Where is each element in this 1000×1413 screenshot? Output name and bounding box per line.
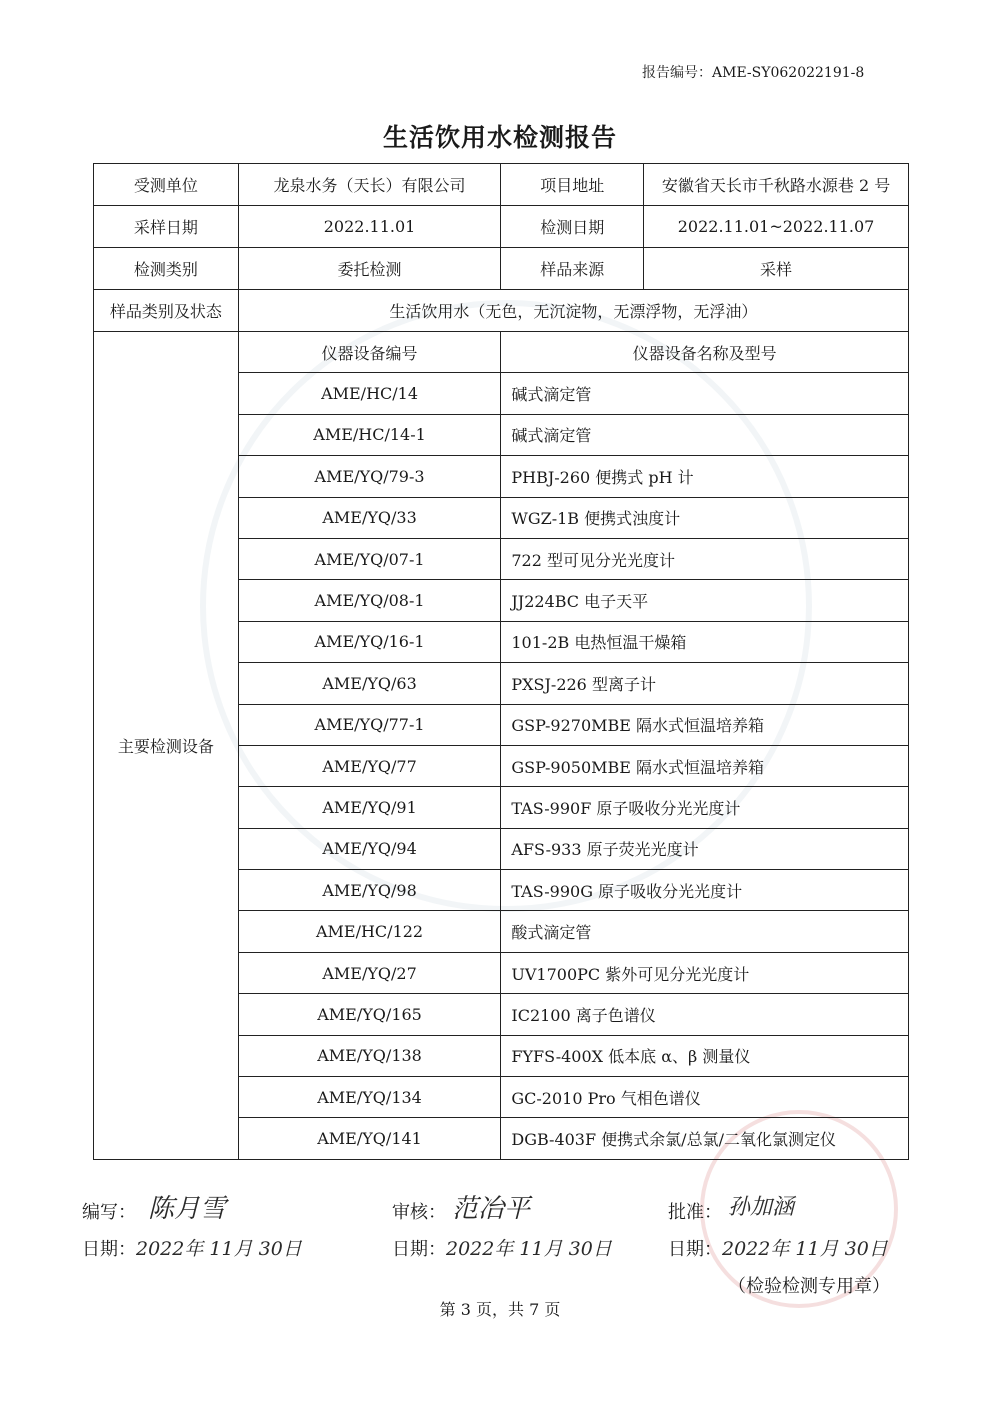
equipment-name-header: 仪器设备名称及型号 xyxy=(501,332,909,373)
sample-source-value: 采样 xyxy=(644,248,909,290)
sample-state-value: 生活饮用水（无色，无沉淀物，无漂浮物，无浮油） xyxy=(238,290,908,332)
equipment-name: JJ224BC 电子天平 xyxy=(501,580,909,621)
equipment-code: AME/YQ/91 xyxy=(238,787,501,828)
reviewer-label: 审核： xyxy=(392,1202,446,1223)
sample-state-label: 样品类别及状态 xyxy=(94,290,239,332)
equipment-name: WGZ-1B 便携式浊度计 xyxy=(501,497,909,538)
equipment-name: GSP-9050MBE 隔水式恒温培养箱 xyxy=(501,745,909,786)
reviewer-date-label: 日期： xyxy=(392,1239,446,1260)
sample-source-label: 样品来源 xyxy=(501,248,644,290)
equipment-name: DGB-403F 便携式余氯/总氯/二氧化氯测定仪 xyxy=(501,1118,909,1159)
address-label: 项目地址 xyxy=(501,164,644,206)
equipment-name: FYFS-400X 低本底 α、β 测量仪 xyxy=(501,1035,909,1076)
equipment-code: AME/YQ/63 xyxy=(238,663,501,704)
equipment-name: GSP-9270MBE 隔水式恒温培养箱 xyxy=(501,704,909,745)
test-date-label: 检测日期 xyxy=(501,206,644,248)
writer-label: 编写： xyxy=(82,1202,136,1223)
equipment-name: TAS-990G 原子吸收分光光度计 xyxy=(501,870,909,911)
test-date-value: 2022.11.01~2022.11.07 xyxy=(644,206,909,248)
writer-signature: 陈月雪 xyxy=(148,1194,227,1224)
equipment-code: AME/YQ/134 xyxy=(238,1077,501,1118)
equipment-code: AME/YQ/27 xyxy=(238,952,501,993)
approver-label: 批准： xyxy=(668,1202,722,1223)
equipment-code: AME/YQ/77 xyxy=(238,745,501,786)
table-row xyxy=(94,290,909,332)
approver-date-label: 日期： xyxy=(668,1239,722,1260)
equipment-code: AME/YQ/16-1 xyxy=(238,621,501,662)
client-label: 受测单位 xyxy=(94,164,239,206)
equipment-code: AME/YQ/98 xyxy=(238,870,501,911)
equipment-code: AME/YQ/141 xyxy=(238,1118,501,1159)
equipment-name: 碱式滴定管 xyxy=(501,373,909,414)
equipment-code: AME/YQ/08-1 xyxy=(238,580,501,621)
reviewer-date-row xyxy=(392,1234,612,1261)
page-number: 第 3 页，共 7 页 xyxy=(439,1300,561,1319)
equipment-code: AME/HC/14 xyxy=(238,373,501,414)
reviewer-date-value: 2022年 11月 30日 xyxy=(446,1238,612,1260)
stamp-note: （检验检测专用章） xyxy=(728,1276,890,1297)
approver-signature: 孙加涵 xyxy=(728,1195,795,1220)
equipment-code: AME/YQ/165 xyxy=(238,994,501,1035)
test-type-value: 委托检测 xyxy=(238,248,501,290)
equipment-name: PXSJ-226 型离子计 xyxy=(501,663,909,704)
equipment-name: TAS-990F 原子吸收分光光度计 xyxy=(501,787,909,828)
report-number: 报告编号：AME-SY062022191-8 xyxy=(642,65,865,81)
approver-date-value: 2022年 11月 30日 xyxy=(722,1238,888,1260)
equipment-name: AFS-933 原子荧光光度计 xyxy=(501,828,909,869)
sampling-date-value: 2022.11.01 xyxy=(238,206,501,248)
equipment-code: AME/YQ/94 xyxy=(238,828,501,869)
sampling-date-label: 采样日期 xyxy=(94,206,239,248)
equipment-code: AME/YQ/77-1 xyxy=(238,704,501,745)
equipment-code-header: 仪器设备编号 xyxy=(238,332,501,373)
reviewer-signature: 范冶平 xyxy=(452,1194,531,1224)
address-value: 安徽省天长市千秋路水源巷 2 号 xyxy=(644,164,909,206)
equipment-name: 酸式滴定管 xyxy=(501,911,909,952)
equipment-name: IC2100 离子色谱仪 xyxy=(501,994,909,1035)
table-row xyxy=(94,206,909,248)
equipment-name: UV1700PC 紫外可见分光光度计 xyxy=(501,952,909,993)
writer-date-value: 2022年 11月 30日 xyxy=(136,1238,302,1260)
equipment-section-label: 主要检测设备 xyxy=(94,332,239,1160)
equipment-code: AME/HC/122 xyxy=(238,911,501,952)
equipment-name: 722 型可见分光光度计 xyxy=(501,538,909,579)
equipment-code: AME/YQ/33 xyxy=(238,497,501,538)
writer-date-row xyxy=(82,1234,302,1261)
equipment-name: 碱式滴定管 xyxy=(501,414,909,455)
equipment-name: GC-2010 Pro 气相色谱仪 xyxy=(501,1077,909,1118)
equipment-name: PHBJ-260 便携式 pH 计 xyxy=(501,456,909,497)
client-value: 龙泉水务（天长）有限公司 xyxy=(238,164,501,206)
equipment-code: AME/HC/14-1 xyxy=(238,414,501,455)
equipment-code: AME/YQ/138 xyxy=(238,1035,501,1076)
test-type-label: 检测类别 xyxy=(94,248,239,290)
table-row xyxy=(94,248,909,290)
equipment-header-row xyxy=(94,332,909,373)
table-row xyxy=(94,164,909,206)
report-table xyxy=(93,163,909,1160)
page-title: 生活饮用水检测报告 xyxy=(382,123,617,152)
approver-date-row xyxy=(668,1234,888,1261)
writer-date-label: 日期： xyxy=(82,1239,136,1260)
equipment-name: 101-2B 电热恒温干燥箱 xyxy=(501,621,909,662)
equipment-code: AME/YQ/79-3 xyxy=(238,456,501,497)
equipment-code: AME/YQ/07-1 xyxy=(238,538,501,579)
